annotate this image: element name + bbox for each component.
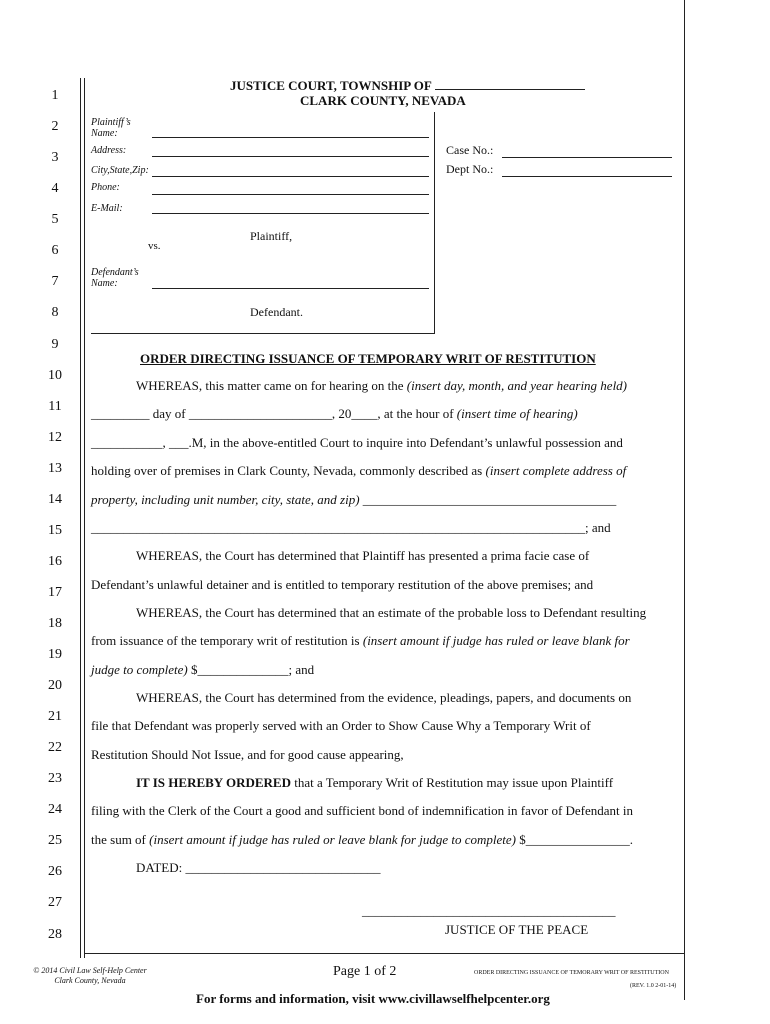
line-number: 4 [51,181,59,196]
bond-amount-hint: (insert amount if judge has ruled or leave blank for judge to complete) [149,832,516,847]
defendant-role: Defendant. [250,305,303,319]
address-field[interactable] [152,156,429,157]
line-number: 20 [48,678,62,693]
body-line-6[interactable]: ____________________________________________________________________________; and [91,520,611,535]
court-township-label: JUSTICE COURT, TOWNSHIP OF [230,78,432,93]
line-number: 25 [48,833,62,848]
footer-website[interactable]: For forms and information, visit www.civillawselfhelpcenter.org [196,991,550,1006]
line-number: 17 [48,585,62,600]
defendant-name-field[interactable] [152,288,429,289]
writ-loss-text: from issuance of the temporary writ of restitution is [91,633,363,648]
line-number: 13 [48,461,62,476]
footer-rule [84,953,684,954]
page-number: Page 1 of 2 [333,964,397,979]
body-line-5 [91,492,616,508]
plaintiff-name-field[interactable] [152,137,429,138]
dated-line[interactable]: DATED: ______________________________ [136,860,381,875]
body-line-8: Defendant’s unlawful detainer and is entitled to temporary restitution of the above premises; and [91,577,594,592]
line-number: 6 [51,243,59,258]
case-no-field[interactable] [502,157,672,158]
line-number: 26 [48,864,62,879]
ordered-text: that a Temporary Writ of Restitution may issue upon Plaintiff [290,775,614,790]
body-line-3: ___________, ___.M, in the above-entitled Court to inquire into Defendant’s unlawful possession and [91,435,623,450]
defendant-name-label [91,267,139,289]
line-number: 9 [51,337,59,352]
left-margin-rule-outer [80,78,81,958]
phone-label: Phone: [91,182,120,193]
body-line-7: WHEREAS, the Court has determined that Plaintiff has presented a prima facie case of [136,548,590,563]
court-heading-line2: CLARK COUNTY, NEVADA [300,93,466,108]
footer-form-title: ORDER DIRECTING ISSUANCE OF TEMORARY WRIT OF RESTITUTION [474,970,669,976]
footer-copyright [20,966,160,986]
loss-amount-hint: (insert amount if judge has ruled or leave blank for [362,633,630,648]
property-address-blank[interactable]: _______________________________________ [359,492,617,507]
plaintiff-name-label-a: Plaintiff’s [91,117,131,128]
loss-amount-blank[interactable]: $______________; and [187,662,315,677]
line-number: 27 [48,895,62,910]
caption-box-right [434,112,435,334]
line-number: 3 [51,150,59,165]
body-line-2 [91,406,578,422]
hearing-date-blanks[interactable]: _________ day of ______________________, 20____, at the hour of [91,406,457,421]
line-number: 16 [48,554,62,569]
hearing-time-hint: (insert time of hearing) [456,406,578,421]
left-margin-rule-inner [84,78,85,958]
address-label: Address: [91,145,127,156]
body-line-10 [91,633,630,649]
ordered-clause: IT IS HEREBY ORDERED [136,775,291,790]
dept-no-field[interactable] [502,176,672,177]
footer-revision: (REV. 1.0 2-01-14) [630,983,677,989]
defendant-name-label-a: Defendant’s [91,267,139,278]
dept-no-label: Dept No.: [446,162,494,176]
body-line-12: WHEREAS, the Court has determined from the evidence, pleadings, papers, and documents on [136,690,632,705]
line-number: 24 [48,802,62,817]
line-number: 5 [51,212,59,227]
versus-text: vs. [148,240,161,252]
line-number: 11 [48,399,62,414]
line-number: 19 [48,647,62,662]
hearing-text: WHEREAS, this matter came on for hearing on the [136,378,407,393]
court-heading-line1 [230,78,585,94]
line-number: 23 [48,771,62,786]
line-number: 22 [48,740,62,755]
body-line-9: WHEREAS, the Court has determined that an estimate of the probable loss to Defendant resulting [136,605,647,620]
line-number: 14 [48,492,62,507]
body-line-4 [91,463,626,479]
footer-copyright-a: © 2014 Civil Law Self-Help Center [33,966,147,975]
plaintiff-role: Plaintiff, [250,229,293,243]
body-line-15 [136,775,613,791]
body-line-13: file that Defendant was properly served with an Order to Show Cause Why a Temporary Writ of [91,718,591,733]
body-line-16: filing with the Clerk of the Court a good and sufficient bond of indemnification in favor of Defendant in [91,803,634,818]
footer-copyright-b: Clark County, Nevada [54,976,126,985]
defendant-name-label-b: Name: [91,278,118,289]
line-number: 21 [48,709,62,724]
address-hint-cont: property, including unit number, city, state, and zip) [91,492,360,507]
line-number: 10 [48,368,62,383]
line-number: 2 [51,119,59,134]
case-no-label: Case No.: [446,143,494,157]
city-state-zip-label: City,State,Zip: [91,165,149,176]
plaintiff-name-label [91,117,131,139]
loss-amount-hint-cont: judge to complete) [91,662,188,677]
line-number: 12 [48,430,62,445]
line-number: 15 [48,523,62,538]
judge-signature-line[interactable]: _______________________________________ [362,903,616,918]
email-label: E-Mail: [91,203,123,214]
phone-field[interactable] [152,194,429,195]
line-number: 1 [51,88,59,103]
order-title: ORDER DIRECTING ISSUANCE OF TEMPORARY WRIT OF RESTITUTION [140,351,596,366]
plaintiff-name-label-b: Name: [91,128,118,139]
bond-sum-text: the sum of [91,832,150,847]
body-line-1 [136,378,627,394]
city-state-zip-field[interactable] [152,176,429,177]
right-margin-rule [684,0,685,1000]
line-number: 8 [51,305,59,320]
caption-box-bottom [91,333,435,334]
body-line-14: Restitution Should Not Issue, and for good cause appearing, [91,747,404,762]
bond-amount-blank[interactable]: $________________. [515,832,633,847]
township-blank [435,78,585,90]
judge-title: JUSTICE OF THE PEACE [445,922,589,937]
body-line-11 [91,662,314,678]
hearing-date-hint: (insert day, month, and year hearing held) [406,378,628,393]
line-number: 28 [48,927,62,942]
line-number: 7 [51,274,59,289]
body-line-17 [91,832,633,848]
line-number: 18 [48,616,62,631]
premises-text: holding over of premises in Clark County, Nevada, commonly described as [91,463,486,478]
address-hint: (insert complete address of [485,463,627,478]
email-field[interactable] [152,213,429,214]
